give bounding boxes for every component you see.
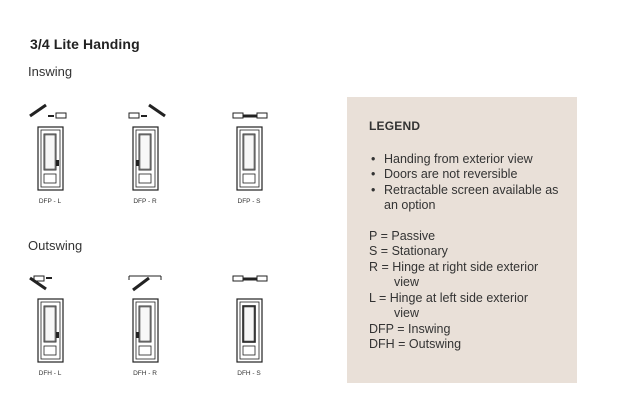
door-diagram-dfh-l [20,272,80,382]
door-code-dfh-r: DFH - R [133,370,157,377]
door-diagram-dfh-r [115,272,175,382]
legend-codes [369,229,577,353]
legend-code: DFH = Outswing [369,337,462,351]
legend-code-wrap: view [394,275,420,289]
legend-code: L = Hinge at left side exterior [369,290,528,305]
door-diagram-dfp-l [20,100,80,210]
door-diagram-dfp-s [219,100,279,210]
legend-bullet-item: • Doors are not reversible [371,167,518,181]
door-code-dfp-r: DFP - R [133,198,157,205]
door-diagram-dfh-s [219,272,279,382]
door-code-dfp-s: DFP - S [237,198,261,205]
legend-code: S = Stationary [369,244,448,258]
legend-bullets [369,152,577,214]
door-diagram-dfp-r [115,100,175,210]
legend-title: LEGEND [369,119,421,133]
legend-bullet-item: • Handing from exterior view [371,151,533,166]
legend-code: DFP = Inswing [369,321,451,336]
legend-code: R = Hinge at right side exterior [369,259,539,274]
legend-bullet-item: • Retractable screen available as an option [371,182,559,212]
door-code-dfp-l: DFP - L [38,198,62,205]
door-code-dfh-s: DFH - S [237,370,261,377]
inswing-heading: Inswing [28,64,73,79]
legend-box [347,97,577,383]
legend-code-wrap: view [394,306,420,320]
legend-code: P = Passive [369,228,436,243]
door-code-dfh-l: DFH - L [38,370,62,377]
outswing-heading: Outswing [28,238,83,253]
page-title: 3/4 Lite Handing [30,36,140,52]
